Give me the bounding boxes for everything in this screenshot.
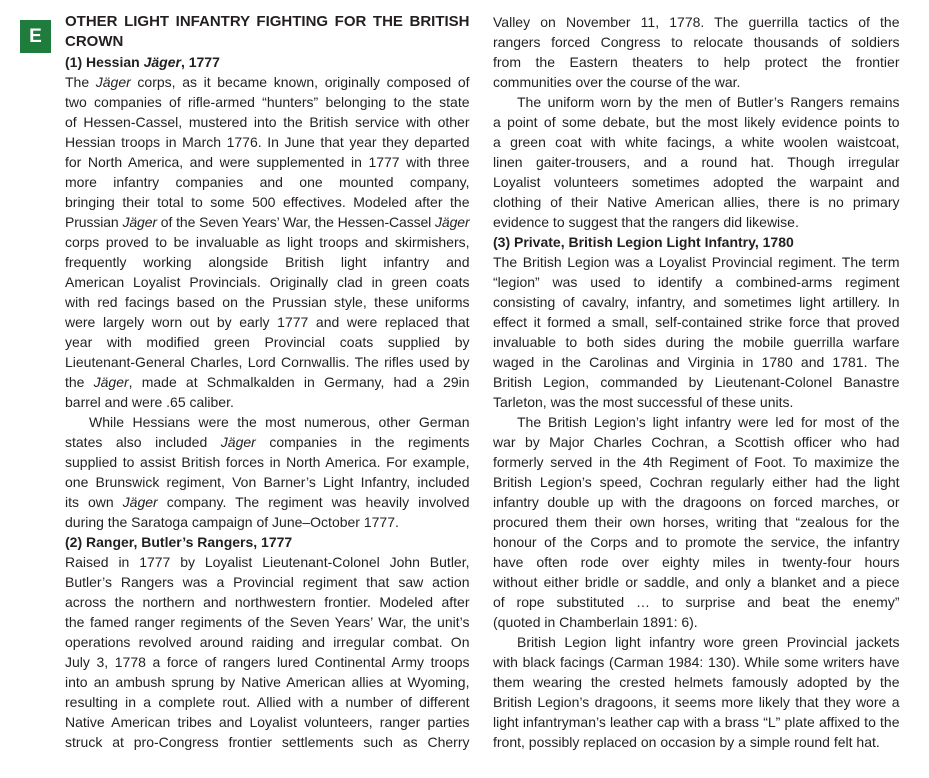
- italic-term: Jäger: [95, 74, 131, 90]
- text-line: [65, 112, 470, 132]
- line-text: [493, 14, 900, 30]
- line-text: [65, 214, 470, 230]
- text-run: The British Legion was a Loyalist Provincial regiment. The term: [493, 254, 900, 270]
- text-run: for North America, and were supplemented in 1777 with three: [65, 154, 470, 170]
- line-text: [493, 554, 900, 570]
- text-line: [65, 352, 470, 372]
- line-text: [493, 674, 900, 690]
- text-run: British Legion light infantry wore green Provincial jackets: [517, 634, 900, 650]
- line-text: [65, 274, 470, 290]
- line-text: [65, 114, 470, 130]
- text-run: frequently working alongside British light infantry and: [65, 254, 470, 270]
- text-line: [493, 732, 900, 752]
- plate-subheading: [493, 232, 900, 252]
- text-line: [65, 132, 470, 152]
- line-text: [65, 94, 470, 110]
- text-run: While Hessians were the most numerous, other German: [89, 414, 470, 430]
- text-run: Loyalist volunteers sometimes adopted the warpaint and: [493, 174, 900, 190]
- italic-term: Jäger: [143, 54, 181, 70]
- text-run: one Brunswick regiment, Von Barner’s Light Infantry, included: [65, 474, 470, 490]
- text-run: evidence to suggest that the rangers did likewise.: [493, 214, 799, 230]
- line-text: [65, 194, 470, 210]
- paragraph: [493, 12, 900, 92]
- line-text: [65, 154, 470, 170]
- text-run: Valley on November 11, 1778. The guerrilla tactics of the: [493, 14, 900, 30]
- line-text: [65, 554, 470, 570]
- text-line: [493, 412, 900, 432]
- text-line: [65, 72, 470, 92]
- text-line: [493, 452, 900, 472]
- line-text: [493, 534, 900, 550]
- italic-term: Jäger: [122, 214, 157, 230]
- line-text: [65, 494, 470, 510]
- text-run: formerly served in the 4th Regiment of Foot. To maximize the: [493, 454, 900, 470]
- text-run: two companies of rifle-armed “hunters” belonging to the state: [65, 94, 470, 110]
- text-run: Butler’s Rangers was a Provincial regiment that saw action: [65, 574, 470, 590]
- text-line: [493, 332, 900, 352]
- text-line: [493, 672, 900, 692]
- text-run: (2) Ranger, Butler’s Rangers, 1777: [65, 534, 293, 550]
- subheading-text: [493, 234, 794, 250]
- line-text: [493, 214, 799, 230]
- text-line: [493, 192, 900, 212]
- paragraph: [493, 412, 900, 632]
- text-line: [65, 712, 470, 732]
- line-text: [493, 354, 900, 370]
- line-text: [65, 334, 470, 350]
- text-run: communities over the course of the war.: [493, 74, 741, 90]
- section-heading: [65, 12, 470, 52]
- heading-line: [65, 32, 470, 52]
- text-run: were largely worn out by early 1777 and were replaced that: [65, 314, 470, 330]
- text-run: of the Seven Years’ War, the Hessen-Cassel: [156, 214, 436, 230]
- text-line: [65, 632, 470, 652]
- paragraph: [493, 92, 900, 232]
- text-run: the famed ranger regiments of the Seven Years’ War, the unit’s: [65, 614, 470, 630]
- line-text: [493, 434, 900, 450]
- text-line: [493, 272, 900, 292]
- text-run: war by Major Charles Cochran, a Scottish officer who had: [493, 434, 900, 450]
- italic-term: Jäger: [93, 374, 129, 390]
- text-run: clothing of their Native American allies, there is no primary: [493, 194, 900, 210]
- line-text: [493, 394, 793, 410]
- text-line: [493, 432, 900, 452]
- text-run: procured them their own horses, writing that “zealous for the: [493, 514, 900, 530]
- text-run: , 1777: [180, 54, 220, 70]
- text-run: Tarleton, was the most successful of these units.: [493, 394, 794, 410]
- text-run: honour of the Corps and to promote the service, the infantry: [493, 534, 900, 550]
- line-text: [517, 414, 900, 430]
- italic-term: Jäger: [220, 434, 256, 450]
- text-run: Native American tribes and Loyalist volunteers, ranger parties: [65, 714, 470, 730]
- line-text: [493, 454, 900, 470]
- line-text: [65, 454, 470, 470]
- paragraph: [65, 72, 470, 412]
- text-run: struck at pro-Congress frontier settlements such as Cherry: [65, 734, 470, 750]
- text-run: consisting of cavalry, infantry, and sometimes light artillery. In: [493, 294, 900, 310]
- text-line: [65, 592, 470, 612]
- text-line: [493, 52, 900, 72]
- text-line: [65, 492, 470, 512]
- line-text: [493, 694, 900, 710]
- line-text: [65, 134, 470, 150]
- text-run: states also included: [65, 434, 221, 450]
- text-run: British Legion’s dragoons, it seems more likely that they wore a: [493, 694, 900, 710]
- text-run: of rope substituted … to surprise and beat the enemy”: [493, 594, 900, 610]
- paragraph: [65, 552, 470, 752]
- text-run: (1) Hessian: [65, 54, 144, 70]
- text-run: Lieutenant-General Charles, Lord Cornwallis. The rifles used by: [65, 354, 470, 370]
- text-line: [493, 152, 900, 172]
- text-run: without either bridle or saddle, and only a blanket and a piece: [493, 574, 900, 590]
- text-run: into an ambush sprung by Native American allies at Wyoming,: [65, 674, 470, 690]
- line-text: [65, 514, 399, 530]
- text-run: the: [65, 374, 94, 390]
- text-line: [65, 392, 470, 412]
- text-line: [493, 112, 900, 132]
- text-line: [493, 552, 900, 572]
- text-line: [65, 412, 470, 432]
- plate-subheading: [65, 532, 470, 552]
- italic-term: Jäger: [435, 214, 470, 230]
- line-text: [493, 494, 900, 510]
- text-line: [65, 572, 470, 592]
- line-text: [65, 674, 470, 690]
- text-run: infantry double up with the dragoons on forced marches, or: [493, 494, 900, 510]
- text-line: [65, 192, 470, 212]
- text-run: its own: [65, 494, 123, 510]
- text-line: [65, 432, 470, 452]
- text-run: a green coat with white facings, a white woolen waistcoat,: [493, 134, 900, 150]
- text-run: American Loyalist Provincials. Originally clad in green coats: [65, 274, 470, 290]
- text-line: [65, 732, 470, 752]
- line-text: [493, 254, 900, 270]
- text-run: corps proved to be invaluable as light troops and skirmishers,: [65, 234, 470, 250]
- heading-line-text: OTHER LIGHT INFANTRY FIGHTING FOR THE BRITISH: [65, 13, 470, 30]
- line-text: [65, 434, 470, 450]
- text-line: [65, 612, 470, 632]
- text-run: The British Legion’s light infantry were led for most of the: [517, 414, 900, 430]
- text-line: [493, 172, 900, 192]
- text-line: [493, 132, 900, 152]
- text-run: “legion” was used to identify a combined-arms regiment: [493, 274, 900, 290]
- plate-subheading: [65, 52, 470, 72]
- text-run: year with modified green Provincial coats supplied by: [65, 334, 470, 350]
- text-run: July 3, 1778 a force of rangers lured Continental Army troops: [65, 654, 470, 670]
- heading-line: [65, 12, 470, 32]
- text-run: a point of some debate, but the most likely evidence points to: [493, 114, 900, 130]
- text-run: have often rode over eighty miles in twenty-four hours: [493, 554, 900, 570]
- line-text: [493, 314, 900, 330]
- line-text: [65, 314, 470, 330]
- text-line: [65, 212, 470, 232]
- text-run: barrel and were .65 caliber.: [65, 394, 234, 410]
- line-text: [65, 474, 470, 490]
- text-run: waged in the Carolinas and Virginia in 1780 and 1781. The: [493, 354, 900, 370]
- text-line: [493, 72, 900, 92]
- text-run: front, possibly replaced on occasion by a simple round felt hat.: [493, 734, 880, 750]
- text-line: [493, 512, 900, 532]
- text-run: rangers forced Congress to relocate thousands of soldiers: [493, 34, 900, 50]
- line-text: [493, 654, 900, 670]
- line-text: [65, 374, 470, 390]
- line-text: [493, 134, 900, 150]
- text-line: [493, 472, 900, 492]
- text-line: [493, 12, 900, 32]
- text-line: [493, 252, 900, 272]
- text-line: [65, 692, 470, 712]
- text-run: more infantry companies and one mounted company,: [65, 174, 470, 190]
- text-run: British Legion, commanded by Lieutenant-Colonel Banastre: [493, 374, 900, 390]
- line-text: [65, 594, 470, 610]
- text-run: , made at Schmalkalden in Germany, had a 29in: [128, 374, 470, 390]
- text-run: bringing their total to some 500 effectives. Modeled after the: [65, 194, 470, 210]
- text-line: [65, 332, 470, 352]
- text-run: Prussian: [65, 214, 123, 230]
- line-text: [517, 634, 900, 650]
- line-text: [65, 694, 470, 710]
- right-column: [493, 12, 900, 752]
- text-line: [493, 352, 900, 372]
- line-text: [65, 354, 470, 370]
- italic-term: Jäger: [122, 494, 158, 510]
- text-run: linen gaiter-trousers, and a round hat. Though irregular: [493, 154, 900, 170]
- line-text: [65, 254, 470, 270]
- line-text: [493, 294, 900, 310]
- text-run: across the northern and northwestern frontier. Modeled after: [65, 594, 470, 610]
- text-line: [65, 672, 470, 692]
- line-text: [65, 614, 470, 630]
- line-text: [493, 174, 900, 190]
- line-text: [65, 654, 470, 670]
- text-line: [493, 612, 900, 632]
- text-line: [493, 492, 900, 512]
- text-run: (3) Private, British Legion Light Infantry, 1780: [493, 234, 794, 250]
- text-run: of Hessen-Cassel, mustered into the British service with other: [65, 114, 470, 130]
- text-line: [65, 172, 470, 192]
- text-run: The: [65, 74, 96, 90]
- line-text: [493, 194, 900, 210]
- text-line: [65, 312, 470, 332]
- line-text: [493, 154, 900, 170]
- text-run: companies in the regiments: [255, 434, 470, 450]
- text-run: effect it formed a small, self-contained strike force that proved: [493, 314, 900, 330]
- text-line: [65, 292, 470, 312]
- line-text: [65, 234, 470, 250]
- paragraph: [65, 412, 470, 532]
- paragraph: [493, 632, 900, 752]
- text-line: [65, 272, 470, 292]
- text-run: Raised in 1777 by Loyalist Lieutenant-Colonel John Butler,: [65, 554, 470, 570]
- text-run: with red facings based on the Prussian style, these uniforms: [65, 294, 470, 310]
- text-run: corps, as it became known, originally composed of: [130, 74, 470, 90]
- text-run: Hessian troops in March 1776. In June that year they departed: [65, 134, 470, 150]
- text-line: [493, 372, 900, 392]
- line-text: [65, 394, 234, 410]
- line-text: [65, 734, 470, 750]
- line-text: [65, 574, 470, 590]
- text-line: [493, 572, 900, 592]
- text-run: (quoted in Chamberlain 1891: 6).: [493, 614, 698, 630]
- text-line: [493, 712, 900, 732]
- text-line: [493, 592, 900, 612]
- text-line: [65, 232, 470, 252]
- text-line: [65, 152, 470, 172]
- subheading-text: [65, 534, 292, 550]
- text-line: [65, 452, 470, 472]
- paragraph: [493, 252, 900, 412]
- text-line: [493, 92, 900, 112]
- text-line: [65, 552, 470, 572]
- subheading-text: [65, 54, 220, 70]
- text-line: [65, 372, 470, 392]
- section-badge: E: [20, 20, 51, 53]
- text-line: [493, 312, 900, 332]
- line-text: [493, 74, 740, 90]
- text-run: resulting in a complete rout. Allied with a number of different: [65, 694, 470, 710]
- line-text: [493, 274, 900, 290]
- text-run: them wearing the crested helmets famously adopted by the: [493, 674, 900, 690]
- line-text: [493, 514, 900, 530]
- line-text: [65, 294, 470, 310]
- text-line: [493, 32, 900, 52]
- text-run: The uniform worn by the men of Butler’s Rangers remains: [517, 94, 900, 110]
- text-line: [493, 532, 900, 552]
- left-column: [65, 12, 470, 752]
- text-line: [493, 212, 900, 232]
- line-text: [493, 734, 880, 750]
- text-line: [65, 92, 470, 112]
- line-text: [493, 374, 900, 390]
- text-run: invaluable to both sides during the mobile guerrilla warfare: [493, 334, 900, 350]
- text-line: [65, 472, 470, 492]
- line-text: [493, 34, 900, 50]
- line-text: [493, 574, 900, 590]
- text-run: light infantryman’s leather cap with a brass “L” plate affixed to the: [493, 714, 900, 730]
- line-text: [493, 114, 900, 130]
- text-line: [65, 252, 470, 272]
- heading-line-text: CROWN: [65, 33, 124, 50]
- line-text: [65, 714, 470, 730]
- text-run: British Legion’s speed, Cochran regularly either had the light: [493, 474, 900, 490]
- line-text: [493, 614, 698, 630]
- text-run: from the Eastern theaters to help protect the frontier: [493, 54, 900, 70]
- line-text: [493, 714, 900, 730]
- text-line: [493, 692, 900, 712]
- text-line: [65, 652, 470, 672]
- text-run: operations revolved around raiding and irregular combat. On: [65, 634, 470, 650]
- line-text: [493, 334, 900, 350]
- text-run: with black facings (Carman 1984: 130). While some writers have: [493, 654, 900, 670]
- line-text: [65, 634, 470, 650]
- line-text: [493, 474, 900, 490]
- line-text: [517, 94, 900, 110]
- text-line: [493, 632, 900, 652]
- text-line: [493, 292, 900, 312]
- text-line: [65, 512, 470, 532]
- line-text: [65, 74, 470, 90]
- text-run: supplied to assist British forces in North America. For example,: [65, 454, 470, 470]
- text-line: [493, 652, 900, 672]
- line-text: [493, 54, 900, 70]
- text-line: [493, 392, 900, 412]
- text-run: company. The regiment was heavily involved: [157, 494, 470, 510]
- line-text: [89, 414, 470, 430]
- text-run: during the Saratoga campaign of June–October 1777.: [65, 514, 399, 530]
- line-text: [65, 174, 470, 190]
- line-text: [493, 594, 900, 610]
